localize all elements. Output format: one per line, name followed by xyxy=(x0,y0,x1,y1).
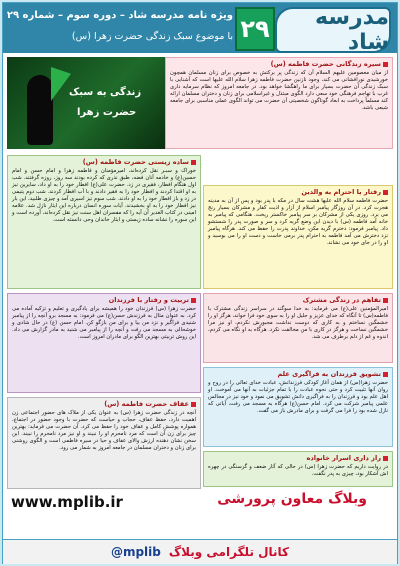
hero-image xyxy=(7,57,165,149)
section-title: راز داری اسرار خانواده xyxy=(208,454,388,462)
section-respect-parents xyxy=(203,185,393,289)
bullet-icon xyxy=(191,160,196,165)
section-title: تشویق فرزندان به فراگیری علم xyxy=(208,370,388,378)
telegram-handle-link[interactable]: @mplib xyxy=(110,545,161,559)
section-text: حضرت زهرا(س) از همان آغاز کودکی فرزندانش، عبادت خدای تعالی را در روح و روان آنها تثبیت کرد و حتی نحوه عبادت را با تمام جزئیات به آنها می آموخت. او اهل علم بود و فرزندان را به فراگیری دانش تشویق می نمود و خود نیز در مجالس علمی پیامبر شرکت می کرد. امام حسن(ع) هرگاه به مسجد می رفت، آیاتی که نازل شده بود را فرا می گرفت و برای مادرش باز می گفت. xyxy=(208,380,388,414)
section-title: رفتار با احترام به والدین xyxy=(208,188,388,196)
bullet-icon xyxy=(383,298,388,303)
footer-bar xyxy=(3,539,397,564)
issue-number: ۲۹ xyxy=(235,7,275,51)
bullet-icon xyxy=(383,372,388,377)
section-title: تربیت و رفتار با فرزندان xyxy=(12,296,196,304)
intro-section xyxy=(165,57,393,149)
intro-title: سیره زندگانی حضرت فاطمه (س) xyxy=(170,60,388,68)
section-title: عفاف حضرت فاطمه (س) xyxy=(12,400,196,408)
poster xyxy=(2,2,398,564)
section-chastity xyxy=(7,397,201,489)
section-text: خوراک و سبـر نقل کرده‌اند، امیرمؤمنان و فاطمه زهرا و امام حسن و امام حسین(ع) و خادمه آنان فضه، طبق نذری که کرده بودند سه روز، روزه گرفتند. شب اول هنگام افطار، فقیری در زد. حضرت علی(ع) افطار خود را به او داد، سایرین نیز به او اقتدا کردند و افطار خود را به فقیر دادند و با آب افطار کردند. شب دوم یتیمی در زد و باز افطار خود را به او دادند. شب سوم نیز اسیری آمد و چیزی طلبید، این بار نیز افطار خود را به او بخشیدند. آیات سوره انسان درباره این ایثار نازل شد. علامه امینی در کتاب الغدیر آن آیه را که مفسران اهل سنت نیز نقل کرده‌اند، آورده است و این سوره را نشانه ساده زیستی و ایثار خاندان وحی دانسته است. xyxy=(12,168,196,223)
hero-caption-2: حضرت زهرا xyxy=(77,107,137,118)
madrese-shad-logo: مدرسه شاد xyxy=(275,7,391,53)
section-title: تفاهم در زندگی مشترک xyxy=(208,296,388,304)
header xyxy=(3,3,397,53)
section-encourage-learning xyxy=(203,367,393,447)
bullet-icon xyxy=(191,298,196,303)
telegram-channel-label: کانال تلگرامی وبلاگ xyxy=(168,545,290,559)
blog-title: وبلاگ معاون پرورشی xyxy=(217,491,367,507)
intro-text: از میان معصومین علیهم السلام آن که زندگی پر برکتش به خصوص برای زنان مسلمان همچون خورشیدی نورافشانی می کند، وجود نازنین حضرت فاطمه زهرا سلام الله علیها است که آشنایی با سبک زندگی آن حضرت بسیار برای ما راهگشا خواهد بود. در جامعه امروز که نظام سرمایه داری غرب با تهاجم فرهنگی خود سعی دارد الگوی مبتذل و غیراسلامی برای زنان و دختران مسلمان ارائه کند مسلماً پرداخت به ابعاد گوناگون شخصیتی آن حضرت می تواند الگوی عملی مناسبی برای جامعه شیعی باشد. xyxy=(170,70,388,111)
hero-caption-1: زندگی به سبک xyxy=(69,87,142,98)
section-text: حضرت فاطمه سلام الله علیها هشت سال در مکه با پدر بود و پس از آن به مدینه هجرت کرد. در آن روزگار پیامبر اسلام از آزار و اذیت کفار و مشرکان بسیار رنج می برد. روزی یکی از مشرکان بر سر پیامبر خاکستر ریخت. هنگامی که پیامبر به خانه آمد فاطمه (س) با دیدن این وضع گریه کرد و سر و صورت پدر را شستشو داد. پیامبر فرمود: دخترم گریه مکن، خداوند پدرت را حفظ می کند. هرگاه پیامبر نزد دخترش می آمد فاطمه به احترام پدر برمی خاست و دست او را می بوسید و او را در جای خود می نشاند. xyxy=(208,198,388,246)
bullet-icon xyxy=(383,190,388,195)
section-text: حضرت زهرا (س) فرزندان خود را همیشه برای یادگیری و تعلیم و تزکیه آماده می کرد. به عنوان مثال به فرزندش حسن(ع) می فرمود: به مسجد برو آنچه را از پیامبر شنیدی فراگیر و نزد من بیا و برای من بازگو کن. امام حسن (ع) در حال شادی و خوشحالی به مسجد می رفت و آنچه را از پیامبر می شنید به مادر گزارش می داد. این روش تربیتی بهترین الگو برای مادران امروز است. xyxy=(12,306,196,340)
bullet-icon xyxy=(191,402,196,407)
header-subtitle: با موضوع سبک زندگی حضرت زهرا (س) xyxy=(71,31,233,42)
veiled-figure-icon xyxy=(27,75,53,145)
section-mutual-understanding xyxy=(203,293,393,363)
section-family-secrets xyxy=(203,451,393,487)
website-link[interactable]: www.mplib.ir xyxy=(11,493,123,511)
bullet-icon xyxy=(383,456,388,461)
section-title: ساده زیستی حضرت فاطمه (س) xyxy=(12,158,196,166)
section-text: آنچه در زندگی حضرت زهرا (س) به عنوان یکی از ملاک های حضور اجتماعی زن اهمیت دارد، حفظ عفاف، حجاب و حیاست که حضرت با وجود حضور در اجتماع، همواره پوشش کامل و عفاف خود را حفظ می کرد. آن حضرت می فرماید: بهترین چیز برای زن آن است که مرد نامحرم او را نبیند و او نیز مرد نامحرم را نبیند. این سخن نشان دهنده ارزش والای عفاف و حیا در سیره فاطمی است و الگوی روشنی برای زنان و دختران مسلمان در جامعه امروز به شمار می رود. xyxy=(12,410,196,451)
section-text: امیرالمؤمنین علی(ع) می فرماید: به خدا سوگند در سراسر زندگی مشترک با فاطمه(س) تا آنگاه که خدای عزیز و جلیل او را به سوی خود فرا خواند، هرگز او را خشمگین نساختم و به کاری که دوست نداشت مجبورش نکردم، او نیز مرا خشمگین نساخت و هرگز در کاری با من مخالفت نکرد. هرگاه به او نگاه می کردم، اندوه و غم از دلم برطرف می شد. xyxy=(208,306,388,340)
section-children-upbringing xyxy=(7,293,201,393)
bullet-icon xyxy=(383,62,388,67)
section-text: در روایت داریم که حضرت زهرا (س) در حالی که آثار ضعف و گرسنگی در چهره اش آشکار بود، چیزی به پدر نگفت. xyxy=(208,464,388,477)
green-flag-icon xyxy=(51,67,71,101)
section-simple-living xyxy=(7,155,201,289)
header-title: ویژه نامه مدرسه شاد – دوره سوم – شماره ۲۹ xyxy=(6,10,233,21)
